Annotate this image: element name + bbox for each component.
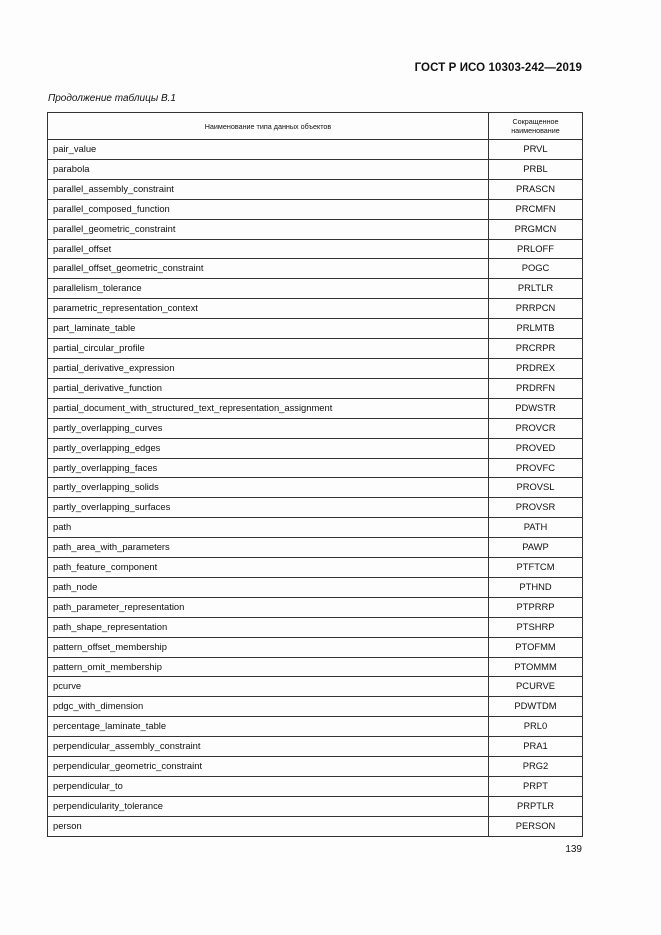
table-row [48, 378, 583, 398]
cell-type-name: partly_overlapping_edges [48, 438, 489, 458]
table-row [48, 717, 583, 737]
table-row [48, 637, 583, 657]
cell-abbreviation: POGC [489, 259, 583, 279]
table-row [48, 617, 583, 637]
cell-abbreviation: PRL0 [489, 717, 583, 737]
table-row [48, 816, 583, 836]
table-row [48, 597, 583, 617]
cell-abbreviation: PRLTLR [489, 279, 583, 299]
table-header-row [48, 113, 583, 140]
cell-abbreviation: PTOFMM [489, 637, 583, 657]
cell-type-name: path_node [48, 577, 489, 597]
table-row [48, 498, 583, 518]
cell-abbreviation: PROVSR [489, 498, 583, 518]
cell-type-name: partial_document_with_structured_text_representation_assignment [48, 398, 489, 418]
cell-type-name: path_parameter_representation [48, 597, 489, 617]
cell-type-name: path_area_with_parameters [48, 538, 489, 558]
cell-type-name: pcurve [48, 677, 489, 697]
cell-type-name: pattern_offset_membership [48, 637, 489, 657]
cell-abbreviation: PROVCR [489, 418, 583, 438]
cell-abbreviation: PRCMFN [489, 199, 583, 219]
table-row [48, 777, 583, 797]
data-types-table [47, 112, 583, 837]
table-row [48, 358, 583, 378]
table-row [48, 737, 583, 757]
cell-type-name: perpendicular_to [48, 777, 489, 797]
cell-abbreviation: PTOMMM [489, 657, 583, 677]
cell-abbreviation: PRA1 [489, 737, 583, 757]
table-row [48, 577, 583, 597]
cell-type-name: percentage_laminate_table [48, 717, 489, 737]
table-row [48, 558, 583, 578]
cell-type-name: partial_derivative_expression [48, 358, 489, 378]
table-row [48, 677, 583, 697]
cell-abbreviation: PRDREX [489, 358, 583, 378]
cell-abbreviation: PERSON [489, 816, 583, 836]
table-row [48, 259, 583, 279]
table-row [48, 518, 583, 538]
table-row [48, 697, 583, 717]
cell-abbreviation: PRGMCN [489, 219, 583, 239]
cell-type-name: person [48, 816, 489, 836]
cell-abbreviation: PRBL [489, 159, 583, 179]
cell-type-name: partial_circular_profile [48, 339, 489, 359]
table-row [48, 239, 583, 259]
table-row [48, 299, 583, 319]
cell-abbreviation: PRLOFF [489, 239, 583, 259]
cell-abbreviation: PRASCN [489, 179, 583, 199]
cell-type-name: path [48, 518, 489, 538]
cell-abbreviation: PRDRFN [489, 378, 583, 398]
cell-type-name: parabola [48, 159, 489, 179]
table-row [48, 438, 583, 458]
table-caption: Продолжение таблицы В.1 [48, 93, 176, 104]
table-row [48, 418, 583, 438]
table-row [48, 319, 583, 339]
cell-type-name: partial_derivative_function [48, 378, 489, 398]
cell-type-name: parallel_geometric_constraint [48, 219, 489, 239]
cell-abbreviation: PATH [489, 518, 583, 538]
cell-type-name: perpendicular_geometric_constraint [48, 757, 489, 777]
cell-type-name: pair_value [48, 140, 489, 160]
cell-type-name: parallel_composed_function [48, 199, 489, 219]
cell-type-name: parallel_offset_geometric_constraint [48, 259, 489, 279]
cell-type-name: partly_overlapping_curves [48, 418, 489, 438]
cell-abbreviation: PROVSL [489, 478, 583, 498]
cell-abbreviation: PAWP [489, 538, 583, 558]
cell-abbreviation: PCURVE [489, 677, 583, 697]
cell-type-name: part_laminate_table [48, 319, 489, 339]
cell-type-name: partly_overlapping_surfaces [48, 498, 489, 518]
cell-type-name: perpendicular_assembly_constraint [48, 737, 489, 757]
table-row [48, 199, 583, 219]
table-row [48, 478, 583, 498]
cell-type-name: path_shape_representation [48, 617, 489, 637]
cell-type-name: parametric_representation_context [48, 299, 489, 319]
cell-abbreviation: PRRPCN [489, 299, 583, 319]
table-row [48, 159, 583, 179]
table-row [48, 219, 583, 239]
cell-abbreviation: PRPTLR [489, 796, 583, 816]
cell-abbreviation: PDWSTR [489, 398, 583, 418]
column-header-abbreviation [489, 113, 583, 140]
cell-abbreviation: PRCRPR [489, 339, 583, 359]
cell-abbreviation: PTFTCM [489, 558, 583, 578]
page-number: 139 [565, 844, 582, 855]
cell-abbreviation: PDWTDM [489, 697, 583, 717]
column-header-abbreviation-text: Сокращенное наименование [511, 117, 560, 135]
table-body [48, 140, 583, 837]
cell-abbreviation: PROVFC [489, 458, 583, 478]
table-row [48, 398, 583, 418]
cell-type-name: partly_overlapping_faces [48, 458, 489, 478]
cell-type-name: pdgc_with_dimension [48, 697, 489, 717]
cell-abbreviation: PROVED [489, 438, 583, 458]
table-row [48, 657, 583, 677]
table-row [48, 458, 583, 478]
document-standard-header: ГОСТ Р ИСО 10303-242—2019 [414, 62, 582, 74]
cell-type-name: partly_overlapping_solids [48, 478, 489, 498]
cell-abbreviation: PRVL [489, 140, 583, 160]
column-header-name: Наименование типа данных объектов [48, 113, 489, 140]
cell-abbreviation: PRLMTB [489, 319, 583, 339]
cell-type-name: perpendicularity_tolerance [48, 796, 489, 816]
table-row [48, 538, 583, 558]
cell-abbreviation: PRPT [489, 777, 583, 797]
cell-type-name: path_feature_component [48, 558, 489, 578]
cell-abbreviation: PTPRRP [489, 597, 583, 617]
table-row [48, 179, 583, 199]
table-row [48, 140, 583, 160]
table-row [48, 757, 583, 777]
table-row [48, 796, 583, 816]
cell-type-name: parallelism_tolerance [48, 279, 489, 299]
cell-abbreviation: PTHND [489, 577, 583, 597]
cell-type-name: parallel_assembly_constraint [48, 179, 489, 199]
cell-abbreviation: PTSHRP [489, 617, 583, 637]
cell-type-name: parallel_offset [48, 239, 489, 259]
table-row [48, 339, 583, 359]
cell-type-name: pattern_omit_membership [48, 657, 489, 677]
table-row [48, 279, 583, 299]
cell-abbreviation: PRG2 [489, 757, 583, 777]
